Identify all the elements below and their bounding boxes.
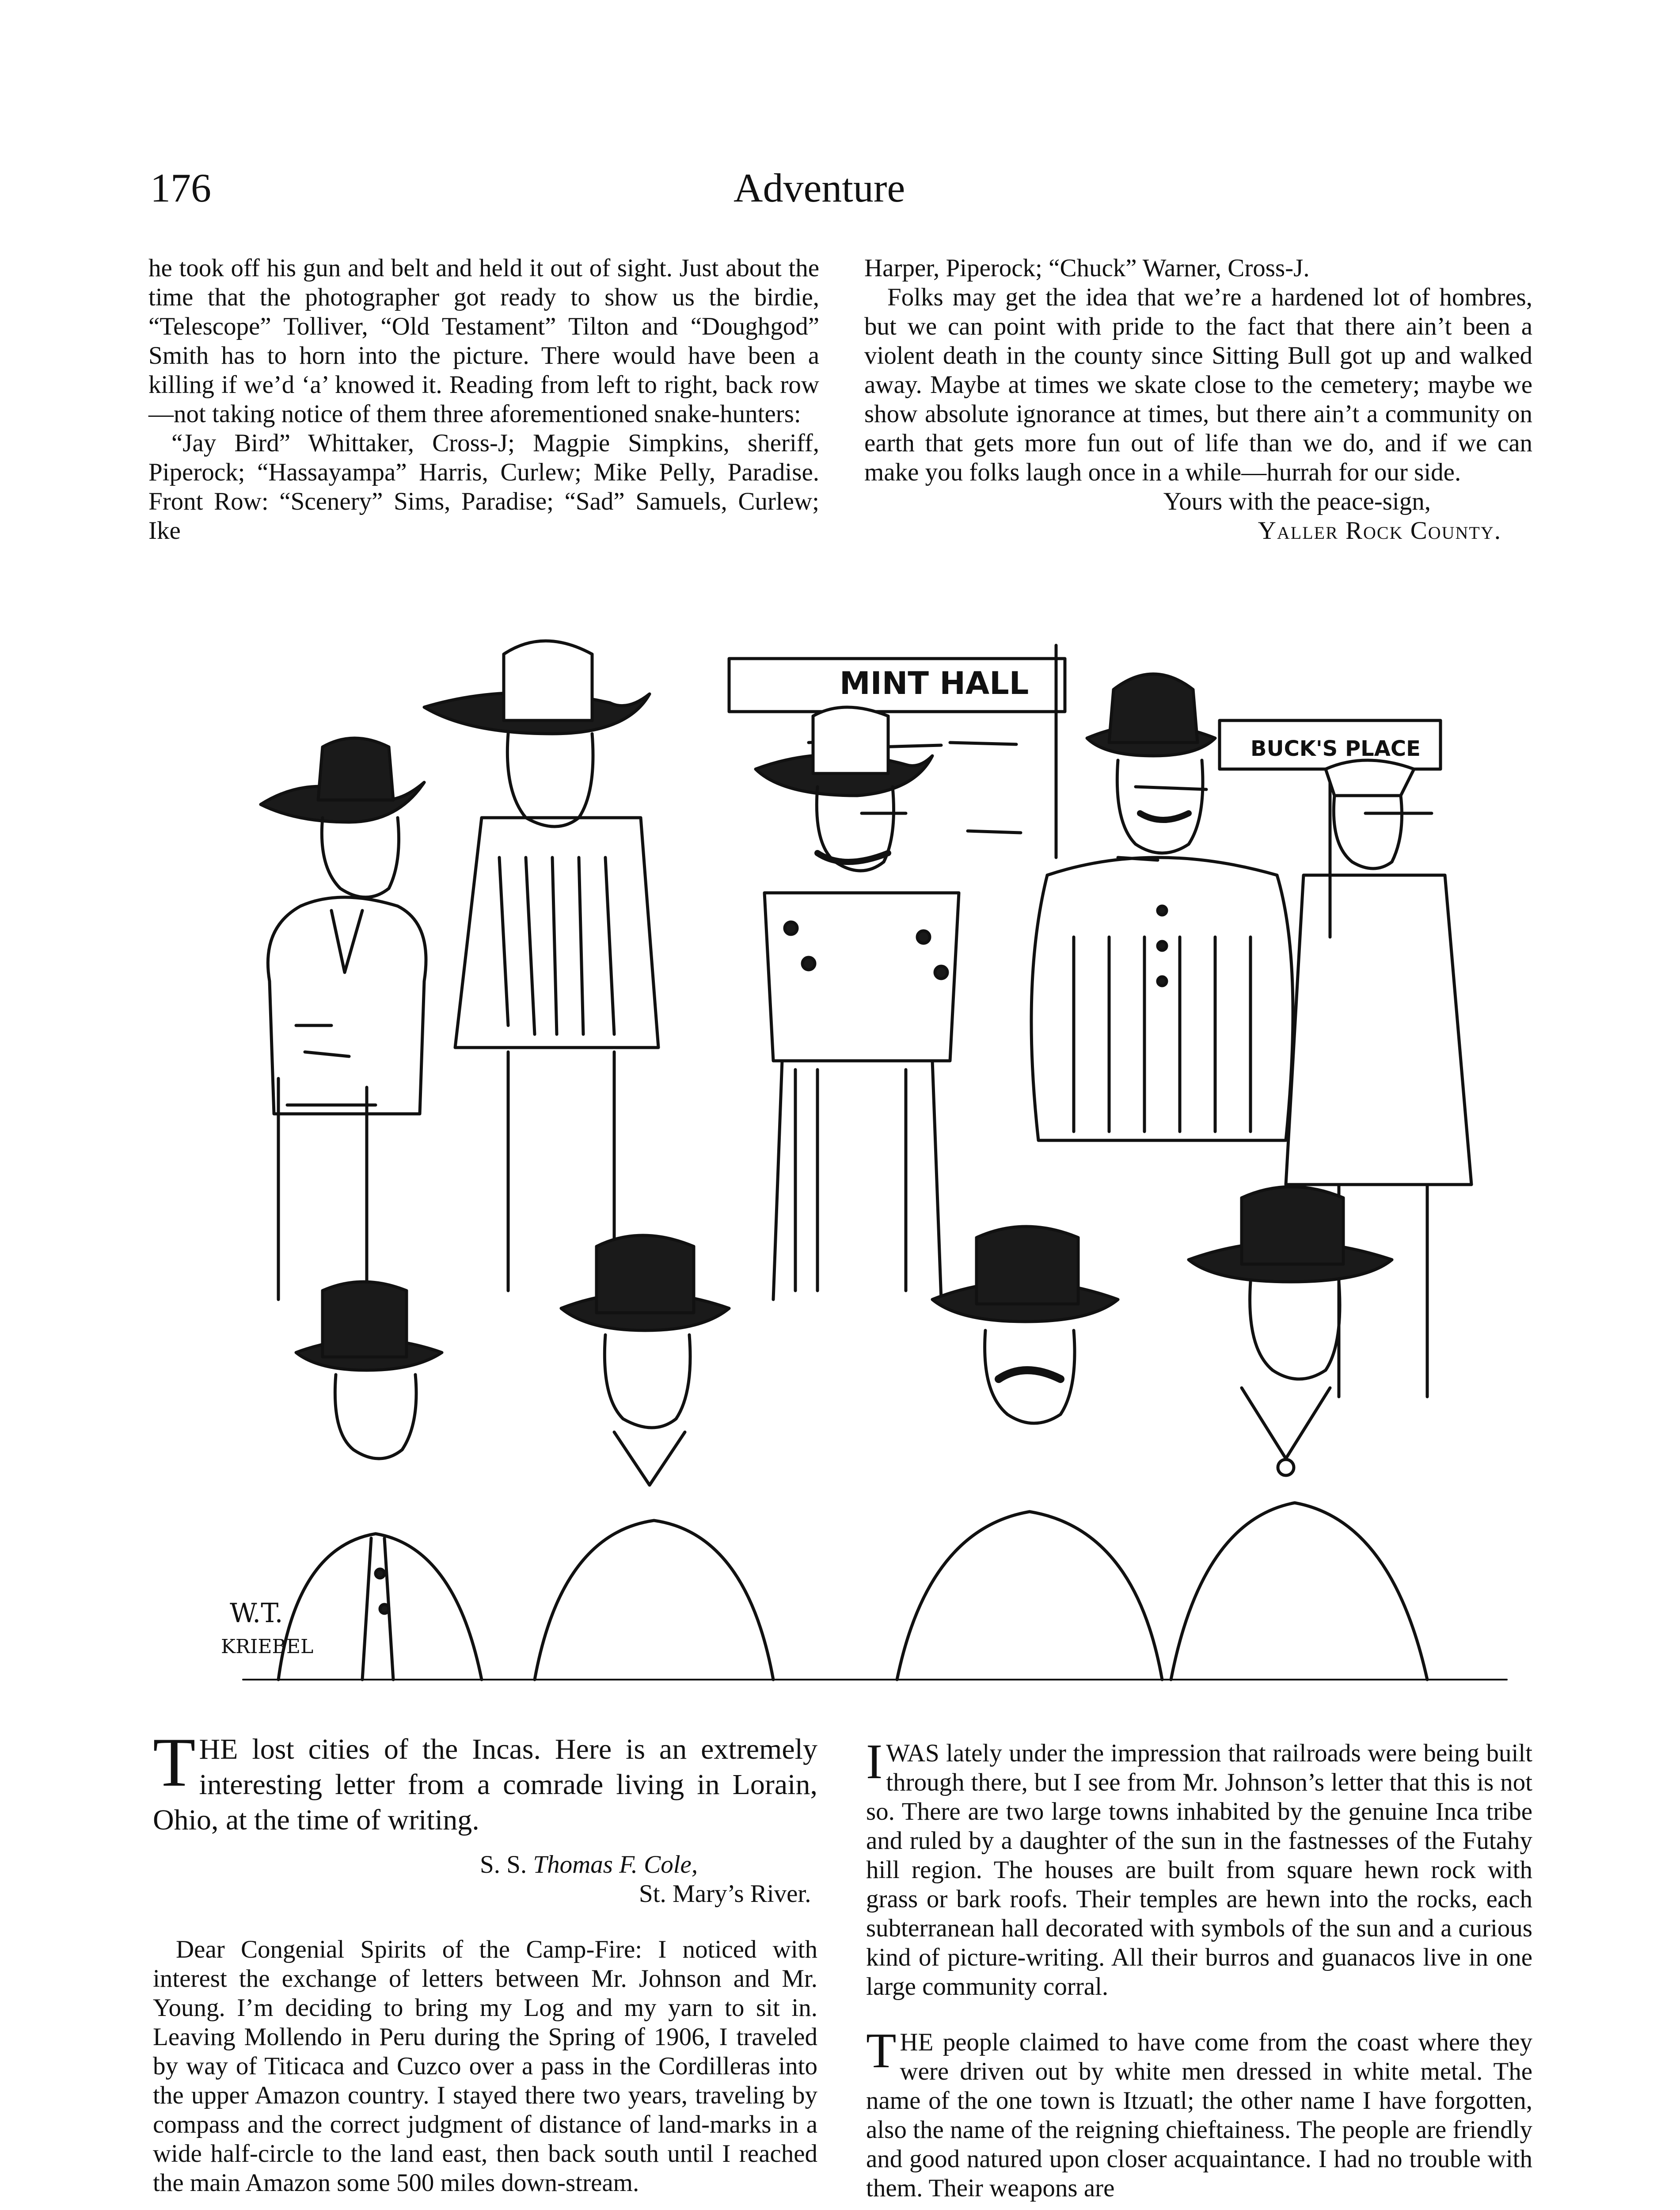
incas-letter-paragraph: Dear Congenial Spirits of the Camp-Fire: I noticed with interest the exchange of letters between Mr. Johnson and Mr. Young. I’m deciding to bring my Log and my yarn to sit in. Leaving Mollendo in Peru during the Spring of 1906, I traveled by way of Titicaca and Cuzco over a pass in the Cordilleras into the upper Amazon country. I stayed there two years, traveling by compass and the correct judgment of distance of land-marks in a wide half-circle to the land east, then back south until I reached the main Amazon some 500 miles down-stream. <box>153 1936 817 2197</box>
letter-left-column <box>148 254 819 545</box>
byline-name: Thomas F. Cole, <box>533 1851 698 1878</box>
artist-signature <box>221 1598 313 1658</box>
cowboy-front-2 <box>535 1235 773 1680</box>
letter-right-column <box>864 254 1532 545</box>
drop-cap: T <box>866 2023 897 2078</box>
cowboy-front-4 <box>1171 1187 1427 1680</box>
byline-line-2: St. Mary’s River. <box>639 1880 811 1908</box>
letter-closing: Yours with the peace-sign, <box>1163 488 1431 515</box>
svg-text:BUCK'S PLACE: BUCK'S PLACE <box>1250 736 1421 761</box>
letter-paragraph: Folks may get the idea that we’re a hardened lot of hombres, but we can point with pride to the fact that there ain’t been a violent death in the county since Sitting Bull got up and walked away. Maybe at times we skate close to the cemetery; maybe we show absolute ignorance at times, but there ain’t a community on earth that gets more fun out of life than we do, and if we can make you folks laugh once in a while—hurrah for our side. <box>864 283 1532 486</box>
cowboy-front-1 <box>278 1282 482 1680</box>
drop-cap: I <box>866 1734 883 1789</box>
drop-cap: T <box>153 1724 196 1801</box>
cowboy-rear-right <box>1286 760 1471 1397</box>
byline-prefix: S. S. <box>480 1851 533 1878</box>
incas-intro-text: HE lost cities of the Incas. Here is an extremely interesting letter from a comrade living in Lorain, Ohio, at the time of writing. <box>153 1733 817 1836</box>
byline-line-1 <box>480 1850 817 1879</box>
incas-right-column <box>866 1734 1532 2203</box>
incas-left-column <box>153 1724 817 2198</box>
letter-paragraph: he took off his gun and belt and held it out of sight. Just about the time that the photographer got ready to show us the birdie, “Telescope” Tolliver, “Old Testament” Tilton and “Doughgod” Smith has to horn into the picture. There would have been a killing if we’d ‘a’ knowed it. Reading from left to right, back row—not taking notice of them three aforementioned snake-hunters: <box>148 254 819 428</box>
incas-byline <box>153 1850 817 1909</box>
incas-intro <box>153 1724 817 1838</box>
svg-text:MINT HALL: MINT HALL <box>840 665 1029 701</box>
letter-paragraph: Harper, Piperock; “Chuck” Warner, Cross-J. <box>864 254 1310 282</box>
cowboys-illustration <box>221 628 1516 1688</box>
incas-paragraph <box>866 1734 1532 2001</box>
page-number: 176 <box>150 165 211 210</box>
running-title: Adventure <box>734 165 905 210</box>
cowboy-back-2 <box>424 641 658 1291</box>
incas-paragraph-text: WAS lately under the impression that railroads were being built through there, but I see from Mr. Johnson’s letter that this is not so. There are two large towns inhabited by the genuine Inca tribe and ruled by a daughter of the sun in the fastnesses of the Futahy hill region. The houses are built from square hewn rock with grass or bark roofs. Their temples are hewn into the rocks, each subterranean hall decorated with symbols of the sun and a curious kind of picture-writing. All their burros and guanacos live in one large community corral. <box>866 1739 1532 2000</box>
cowboy-back-3 <box>756 707 959 1299</box>
cowboy-back-1 <box>261 738 426 1299</box>
svg-text:W.T.: W.T. <box>230 1598 283 1629</box>
letter-signature: Yaller Rock County. <box>1258 517 1501 545</box>
letter-paragraph: “Jay Bird” Whittaker, Cross-J; Magpie Simpkins, sheriff, Piperock; “Hassayampa” Harris, Curlew; Mike Pelly, Paradise. Front Row: “Scenery” Sims, Paradise; “Sad” Samuels, Curlew; Ike <box>148 429 819 545</box>
incas-paragraph-text: HE people claimed to have come from the coast where they were driven out by white men dressed in white metal. The name of the one town is Itzuatl; the other name I have forgotten, also the name of the reigning chieftainess. The people are friendly and good natured upon closer acquaintance. I had no trouble with them. Their weapons are <box>866 2028 1532 2202</box>
cowboy-front-3 <box>897 1227 1162 1680</box>
incas-paragraph <box>866 2023 1532 2203</box>
svg-text:KRIEBEL: KRIEBEL <box>221 1635 314 1658</box>
